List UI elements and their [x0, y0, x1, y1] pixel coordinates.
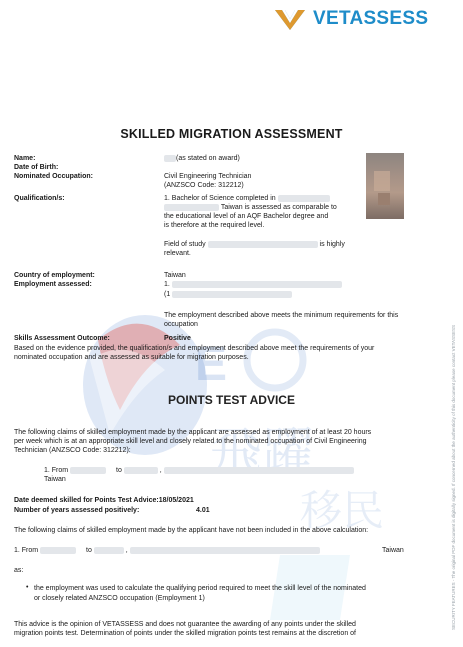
name-note: (as stated on award) — [176, 155, 240, 162]
years-label: Number of years assessed positively: — [14, 507, 140, 514]
claim-line: 1. From to , — [44, 466, 354, 475]
field-of-study-text: Field of study — [164, 241, 206, 248]
redacted-block — [40, 547, 76, 554]
employment-label: Employment assessed: — [14, 281, 92, 288]
qualification-label: Qualification/s: — [14, 195, 65, 202]
excluded-claim-line: 1. From to , Taiwan — [14, 547, 404, 554]
employment-line-1 — [164, 280, 342, 289]
name-row — [14, 154, 374, 163]
employment-period-open: (1 — [164, 291, 171, 298]
outcome-value: Positive — [164, 335, 191, 342]
document-title: SKILLED MIGRATION ASSESSMENT — [120, 127, 343, 141]
footer-line-2: migration points test. Determination of points under the skilled migration points test remains at the discretion of — [14, 630, 357, 638]
footer-line-1: This advice is the opinion of VETASSESS and does not guarantee the awarding of any points under the skilled — [14, 621, 356, 628]
points-paragraph-line-3: Technician (ANZSCO Code: 312212): — [14, 447, 131, 455]
not-included-paragraph: The following claims of skilled employment made by the applicant have not been included in the above calculation: — [14, 527, 369, 534]
excluded-to: to — [86, 547, 92, 554]
redacted-block — [172, 291, 292, 298]
dob-label: Date of Birth: — [14, 164, 59, 171]
country-value: Taiwan — [164, 272, 186, 279]
name-value — [164, 154, 240, 163]
vetassess-logo — [273, 6, 428, 32]
bullet-dot-icon: • — [26, 584, 29, 591]
anzsco-code: (ANZSCO Code: 312212) — [164, 182, 244, 189]
field-of-study-line-2: relevant. — [164, 250, 191, 257]
svg-text:飛躍: 飛躍 — [210, 423, 315, 483]
occupation-row — [14, 172, 374, 181]
qualification-text-2: Taiwan is assessed as comparable to — [220, 204, 337, 211]
qualification-text-1: 1. Bachelor of Science completed in — [164, 195, 276, 202]
points-paragraph — [14, 428, 439, 456]
redacted-block — [164, 467, 354, 474]
as-label: as: — [14, 567, 24, 574]
excluded-country: Taiwan — [382, 547, 404, 554]
footer-paragraph — [14, 620, 439, 638]
deemed-label: Date deemed skilled for Points Test Advice: — [14, 497, 159, 504]
security-side-note: SECURITY FEATURES - The original PDF document is digitally signed. If concerned about the authenticity of this document please contact VETASSESS — [451, 324, 456, 630]
country-row — [14, 271, 374, 280]
outcome-paragraph-line-1: Based on the evidence provided, the qualification/s and employment described above meet the requirements of your — [14, 345, 375, 352]
outcome-row — [14, 334, 374, 343]
years-value: 4.01 — [196, 507, 210, 514]
qualification-line-4: is therefore at the required level. — [164, 222, 265, 229]
dob-row — [14, 163, 58, 172]
redacted-block — [164, 204, 219, 211]
redacted-block — [94, 547, 124, 554]
employment-note-1: The employment described above meets the minimum requirements for this — [164, 312, 399, 319]
redacted-block — [208, 241, 318, 248]
redacted-block — [130, 547, 320, 554]
bullet-line-1: the employment was used to calculate the qualifying period required to meet the skill level of the nominated — [34, 585, 366, 592]
qualification-line-2 — [164, 203, 337, 212]
years-row — [14, 506, 314, 515]
employment-note-2: occupation — [164, 321, 198, 328]
field-of-study-text-b: is highly — [319, 241, 345, 248]
employment-row — [14, 280, 434, 289]
deemed-row — [14, 496, 194, 505]
bullet-item — [26, 584, 424, 603]
excluded-from: 1. From — [14, 547, 39, 554]
name-label: Name: — [14, 155, 36, 162]
qualification-line-1 — [164, 194, 330, 203]
redacted-block — [70, 467, 106, 474]
deemed-value: 18/05/2021 — [158, 497, 194, 504]
redacted-block — [164, 155, 176, 162]
redacted-block — [172, 281, 342, 288]
outcome-paragraph-line-2: nominated occupation and are assessed as suitable for migration purposes. — [14, 354, 249, 362]
employment-index: 1. — [164, 281, 170, 288]
svg-text:移民: 移民 — [300, 486, 385, 535]
logo-text: VETASSESS — [313, 8, 429, 29]
claim-country: Taiwan — [44, 476, 66, 483]
employment-line-2 — [164, 290, 292, 299]
points-paragraph-line-1: The following claims of skilled employment made by the applicant are assessed as employment of at least 20 hours — [14, 429, 372, 436]
claim-to: to — [116, 467, 122, 474]
outcome-label: Skills Assessment Outcome: — [14, 335, 110, 342]
occupation-label: Nominated Occupation: — [14, 173, 93, 180]
redacted-block — [278, 195, 330, 202]
qualification-line-3: the educational level of an AQF Bachelor degree and — [164, 213, 329, 220]
country-label: Country of employment: — [14, 272, 95, 279]
outcome-paragraph — [14, 344, 439, 362]
points-test-heading: POINTS TEST ADVICE — [168, 393, 295, 407]
svg-text:E: E — [195, 338, 228, 391]
redacted-block — [124, 467, 158, 474]
points-paragraph-line-2: per week which is at an appropriate skill level and closely related to the nominated occupation of Civil Engineering — [14, 438, 367, 446]
occupation-value: Civil Engineering Technician — [164, 173, 252, 180]
field-of-study-line-1 — [164, 240, 345, 249]
qualification-row — [14, 194, 374, 203]
vetassess-logo-mark-icon — [273, 6, 307, 32]
claim-from: 1. From — [44, 467, 69, 474]
bullet-line-2: or closely related ANZSCO occupation (Employment 1) — [34, 594, 205, 602]
